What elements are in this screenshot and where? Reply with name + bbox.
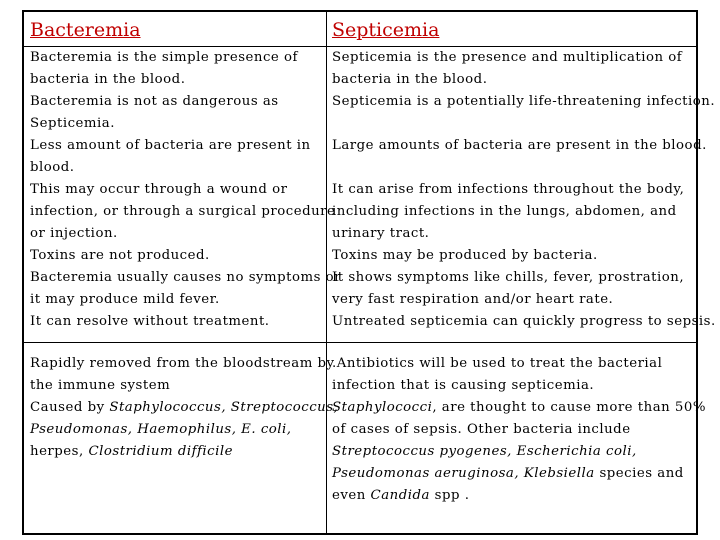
text-line: urinary tract. xyxy=(332,226,430,241)
text-line: .Antibiotics will be used to treat the bacterial xyxy=(332,356,663,371)
text-line: This may occur through a wound or xyxy=(30,182,288,197)
text-run: Caused by xyxy=(30,400,110,415)
text-line: including infections in the lungs, abdomen, and xyxy=(332,204,677,219)
text-line: it may produce mild fever. xyxy=(30,292,220,307)
text-run: spp . xyxy=(429,488,470,503)
text-line: It shows symptoms like chills, fever, prostration, xyxy=(332,270,685,285)
text-line: Rapidly removed from the bloodstream by xyxy=(30,356,335,371)
header-septicemia: Septicemia xyxy=(332,19,440,41)
header-bacteremia: Bacteremia xyxy=(30,19,141,41)
organism-names: Candida xyxy=(370,488,430,503)
text-line xyxy=(30,397,339,419)
text-line: Bacteremia usually causes no symptoms or xyxy=(30,270,342,285)
text-line xyxy=(332,397,706,419)
septicemia-treatment-causes xyxy=(332,353,706,507)
text-line xyxy=(332,463,696,485)
organism-names: Staphylococci xyxy=(332,400,433,415)
text-line xyxy=(30,419,320,441)
text-line: or injection. xyxy=(30,226,118,241)
text-line: very fast respiration and/or heart rate. xyxy=(332,292,614,307)
comparison-table xyxy=(22,10,716,535)
text-line: the immune system xyxy=(30,378,171,393)
text-line: It can arise from infections throughout the body, xyxy=(332,182,685,197)
bacteremia-clearance-causes xyxy=(30,353,339,463)
organism-names: Staphylococcus, Streptococcus, xyxy=(109,400,339,415)
text-line: Less amount of bacteria are present in xyxy=(30,138,311,153)
text-line xyxy=(332,441,696,463)
text-line: Toxins are not produced. xyxy=(30,248,210,263)
text-line: Septicemia is the presence and multiplication of xyxy=(332,50,683,65)
text-line: Bacteremia is the simple presence of xyxy=(30,50,298,65)
text-line xyxy=(332,485,696,507)
text-line: Septicemia is a potentially life-threatening infection. xyxy=(332,94,716,109)
organism-names: Clostridium difficile xyxy=(88,444,234,459)
organism-names: Streptococcus pyogenes, Escherichia coli, xyxy=(332,444,637,459)
text-line: Large amounts of bacteria are present in the blood. xyxy=(332,138,707,153)
text-run: even xyxy=(332,488,371,503)
organism-names: Pseudomonas, Haemophilus, E. coli, xyxy=(30,422,292,437)
spacer-line xyxy=(332,157,696,179)
row-divider xyxy=(24,342,696,343)
text-line: Untreated septicemia can quickly progress to sepsis. xyxy=(332,314,716,329)
text-line xyxy=(30,441,320,463)
spacer-line xyxy=(332,113,696,135)
text-line: infection, or through a surgical procedure xyxy=(30,204,336,219)
text-line: Bacteremia is not as dangerous as xyxy=(30,94,279,109)
text-line: Toxins may be produced by bacteria. xyxy=(332,248,598,263)
text-line: blood. xyxy=(30,160,75,175)
text-line: bacteria in the blood. xyxy=(30,72,186,87)
text-line: bacteria in the blood. xyxy=(332,72,488,87)
organism-names: Pseudomonas aeruginosa, Klebsiella xyxy=(332,466,595,481)
septicemia-facts xyxy=(332,47,716,333)
text-line: Septicemia. xyxy=(30,116,115,131)
text-line: It can resolve without treatment. xyxy=(30,314,270,329)
text-run: species and xyxy=(594,466,684,481)
text-run: herpes, xyxy=(30,444,89,459)
bacteremia-facts xyxy=(30,47,342,333)
text-line: infection that is causing septicemia. xyxy=(332,378,595,393)
text-run: , are thought to cause more than 50% xyxy=(432,400,706,415)
text-line: of cases of sepsis. Other bacteria include xyxy=(332,422,631,437)
